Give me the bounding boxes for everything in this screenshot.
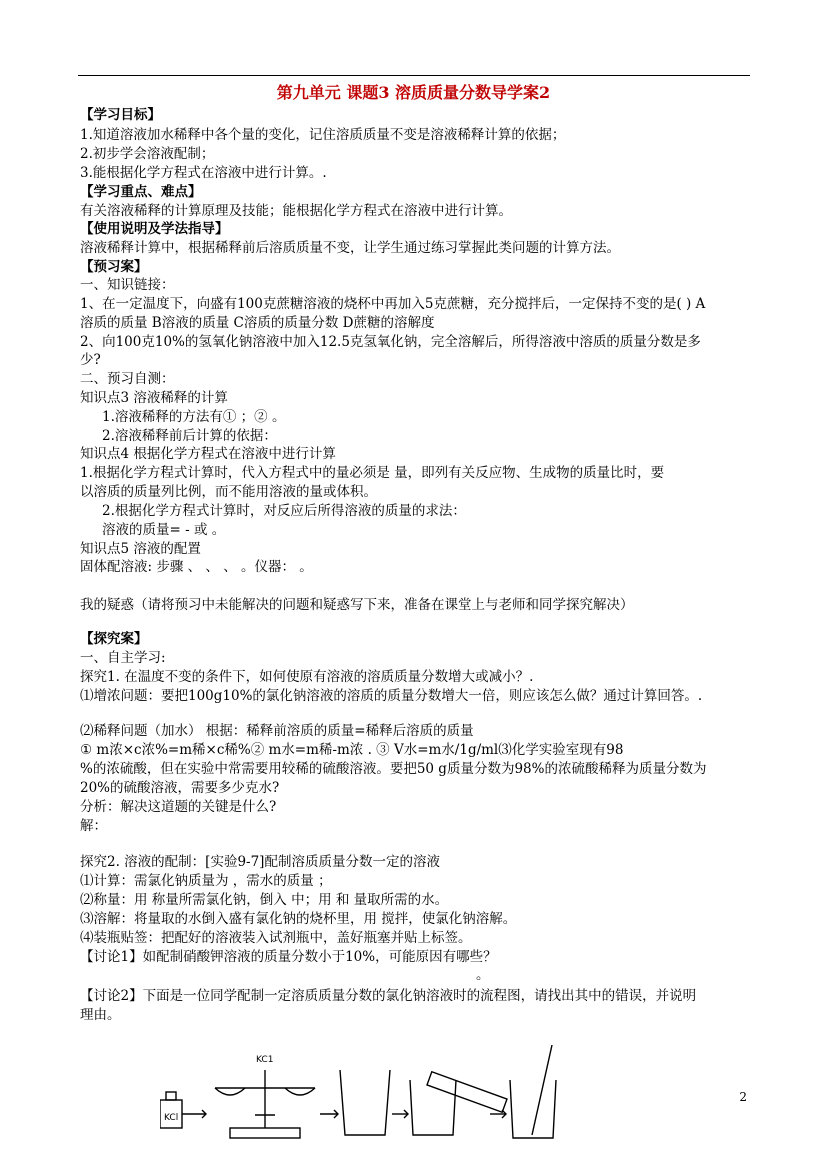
page-title: 第九单元 课题3 溶质质量分数导学案2	[276, 83, 551, 102]
text-line: ⑵稀释问题（加水） 根据：稀释前溶质的质量=稀释后溶质的质量	[80, 723, 474, 739]
text-line: 。	[476, 967, 490, 983]
header-rule	[78, 75, 750, 76]
stirring-rod-icon	[532, 1045, 552, 1135]
beaker-icon	[410, 1080, 456, 1135]
text-line: 2.初步学会溶液配制；	[80, 146, 215, 162]
text-line: 知识点3 溶液稀释的计算	[80, 390, 228, 406]
fill-blank-line: ⑴计算：需氯化钠质量为 ，需水的质量 ；	[80, 873, 332, 889]
section-heading: 【学习重点、难点】	[80, 184, 202, 200]
fill-blank-line: 1.根据化学方程式计算时，代入方程式中的量必须是 量，即列有关反应物、生成物的质量比时，要	[80, 465, 665, 481]
text-line: 探究1. 在温度不变的条件下，如何使原有溶液的溶质质量分数增大或减小？.	[80, 669, 534, 685]
text-line: 20%的硫酸溶液，需要多少克水?	[80, 780, 280, 796]
text-line: 解：	[80, 818, 107, 834]
text-line: 2.溶液稀释前后计算的依据：	[102, 428, 277, 444]
text-line: 探究2. 溶液的配制：[实验9-7]配制溶质质量分数一定的溶液	[80, 854, 440, 870]
fill-blank-line: 溶液的质量= - 或 。	[102, 522, 226, 538]
text-line: 少?	[80, 352, 101, 368]
question-line: 2、向100克10%的氢氧化钠溶液中加入12.5克氢氧化钠，完全溶解后，所得溶液中溶质的质量分数是多	[80, 334, 701, 350]
text-line: ⑷装瓶贴签：把配好的溶液装入试剂瓶中，盖好瓶塞并贴上标签。	[80, 930, 472, 946]
balance-icon	[215, 1070, 315, 1138]
fill-blank-line: 固体配溶液: 步骤 、 、 、 。仪器： 。	[80, 559, 313, 575]
fill-blank-line: ⑶溶解：将量取的水倒入盛有氯化钠的烧杯里，用 搅拌，使氯化钠溶解。	[80, 911, 517, 927]
text-line: 以溶质的质量列比例，而不能用溶液的量或体积。	[80, 484, 377, 500]
text-line: 理由。	[80, 1007, 121, 1023]
kcl-label: KCl	[164, 1113, 179, 1123]
section-heading: 【使用说明及学法指导】	[80, 221, 229, 237]
kc1-label: KC1	[256, 1055, 274, 1065]
text-line: 【讨论1】如配制硝酸钾溶液的质量分数小于10%，可能原因有哪些？	[80, 949, 497, 965]
text-line: 1.知道溶液加水稀释中各个量的变化，记住溶质质量不变是溶液稀释计算的依据；	[80, 127, 566, 143]
lab-flowchart-figure	[160, 1040, 580, 1145]
question-line: 1、在一定温度下，向盛有100克蔗糖溶液的烧杯中再加入5克蔗糖，充分搅拌后，一定保持不变的是( ) A	[80, 296, 706, 312]
page-number: 2	[739, 1090, 747, 1104]
formula-line: ① m浓×c浓%=m稀×c稀%② m水=m稀-m浓 . ③ V水=m水/1g/ml⑶化学实验室现有98	[80, 742, 624, 758]
beaker-icon	[340, 1070, 390, 1135]
graduated-cylinder-icon	[427, 1072, 507, 1113]
question-options: 溶质的质量 B溶液的质量 C溶质的质量分数 D蔗糖的溶解度	[80, 315, 435, 331]
text-line: 2.根据化学方程式计算时，对反应后所得溶液的质量的求法：	[102, 503, 466, 519]
text-line: 一、知识链接：	[80, 277, 175, 293]
fill-blank-line: ⑵称量：用 称量所需氯化钠，倒入 中；用 和 量取所需的水。	[80, 892, 449, 908]
text-line: 我的疑惑（请将预习中未能解决的问题和疑惑写下来，准备在课堂上与老师和同学探究解决）	[80, 597, 634, 613]
section-heading: 【探究案】	[80, 631, 148, 647]
text-line: 【讨论2】下面是一位同学配制一定溶质质量分数的氯化钠溶液时的流程图，请找出其中的错误，并说明	[80, 988, 697, 1004]
text-line: 知识点5 溶液的配置	[80, 541, 201, 557]
text-line: 二、预习自测：	[80, 371, 175, 387]
section-heading: 【学习目标】	[80, 107, 161, 123]
text-line: 一、自主学习:	[80, 650, 166, 666]
text-line: 知识点4 根据化学方程式在溶液中进行计算	[80, 446, 336, 462]
text-line: %的浓硫酸，但在实验中常需要用较稀的硫酸溶液。要把50 g质量分数为98%的浓硫酸稀释为质量分数为	[80, 761, 707, 777]
text-line: 溶液稀释计算中，根据稀释前后溶质质量不变，让学生通过练习掌握此类问题的计算方法。	[80, 240, 620, 256]
text-line: 分析：解决这道题的关键是什么?	[80, 799, 277, 815]
text-line: 有关溶液稀释的计算原理及技能；能根据化学方程式在溶液中进行计算。	[80, 203, 512, 219]
section-heading: 【预习案】	[80, 259, 148, 275]
text-line: ⑴增浓问题：要把100g10%的氯化钠溶液的溶质的质量分数增大一倍，则应该怎么做？通过计算回答。.	[80, 688, 703, 704]
text-line: 3.能根据化学方程式在溶液中进行计算。.	[80, 165, 327, 181]
fill-blank-line: 1.溶液稀释的方法有① ；② 。	[102, 409, 286, 425]
